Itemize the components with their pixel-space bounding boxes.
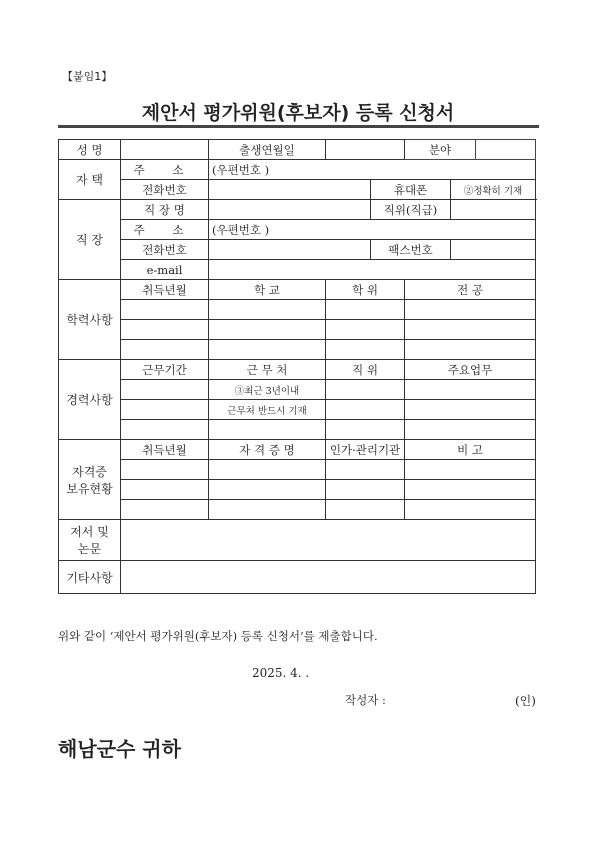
career-row: [59, 380, 536, 400]
education-header-row: [59, 280, 536, 300]
mobile-label: 휴대폰: [371, 180, 451, 200]
author-label: 작성자 :: [345, 693, 386, 707]
home-category: 자 택: [59, 160, 121, 200]
email-label: e-mail: [121, 260, 209, 280]
submission-statement: 위와 같이 ‘제안서 평가위원(후보자) 등록 신청서’를 제출합니다.: [58, 629, 378, 643]
publications-field[interactable]: [121, 520, 536, 561]
work-phone-label: 전화번호: [121, 240, 209, 260]
work-address-row: [59, 220, 536, 240]
workplace-field[interactable]: [209, 200, 371, 220]
career-header-workplace: 근 무 처: [209, 360, 326, 380]
home-address-field[interactable]: (우편번호 ): [209, 160, 536, 180]
fax-label: 팩스번호: [371, 240, 451, 260]
home-phone-field[interactable]: [209, 180, 371, 200]
license-category-line1: 자격증: [72, 464, 107, 479]
career-note-recent[interactable]: ③최근 3년이내: [209, 380, 326, 400]
education-header-date: 취득년월: [121, 280, 209, 300]
field-input[interactable]: [476, 140, 536, 160]
name-row: [59, 140, 536, 160]
license-header-date: 취득년월: [121, 440, 209, 460]
name-label: 성 명: [59, 140, 121, 160]
career-row: [59, 420, 536, 440]
workplace-label: 직 장 명: [121, 200, 209, 220]
license-header-agency: 인가·관리기관: [326, 440, 405, 460]
work-phone-field[interactable]: [209, 240, 371, 260]
home-address-row: [59, 160, 536, 180]
education-row: [59, 300, 536, 320]
other-field[interactable]: [121, 561, 536, 594]
career-category: 경력사항: [59, 360, 121, 440]
education-row: [59, 340, 536, 360]
license-header-remarks: 비 고: [405, 440, 536, 460]
other-category: 기타사항: [59, 561, 121, 594]
work-address-field[interactable]: (우편번호 ): [209, 220, 536, 240]
license-category-line2: 보유현황: [66, 481, 113, 496]
publications-row: [59, 520, 536, 561]
career-header-row: [59, 360, 536, 380]
publications-line1: 저서 및: [70, 525, 109, 539]
publications-category: [59, 520, 121, 561]
license-row: [59, 480, 536, 500]
education-row: [59, 320, 536, 340]
seal-mark: (인): [515, 694, 536, 708]
mobile-field[interactable]: ②정확히 기재: [451, 180, 536, 200]
application-form-table: [58, 139, 536, 594]
publications-line2: 논문: [77, 542, 102, 556]
education-header-degree: 학 위: [326, 280, 405, 300]
education-category: 학력사항: [59, 280, 121, 360]
license-row: [59, 460, 536, 480]
title-divider: [58, 125, 539, 128]
license-category: [59, 440, 121, 520]
email-row: [59, 260, 536, 280]
other-row: [59, 561, 536, 594]
birth-label: 출생연월일: [209, 140, 326, 160]
position-label: 직위(직급): [371, 200, 451, 220]
email-field[interactable]: [209, 260, 536, 280]
submission-date[interactable]: 2025. 4. .: [252, 666, 310, 680]
license-header-name: 자 격 증 명: [209, 440, 326, 460]
career-header-period: 근무기간: [121, 360, 209, 380]
license-header-row: [59, 440, 536, 460]
career-header-position: 직 위: [326, 360, 405, 380]
career-note-required[interactable]: 근무처 반드시 기재: [209, 400, 326, 420]
birth-field[interactable]: [326, 140, 405, 160]
education-header-school: 학 교: [209, 280, 326, 300]
name-field[interactable]: [121, 140, 209, 160]
fax-field[interactable]: [451, 240, 536, 260]
work-category: 직 장: [59, 200, 121, 280]
career-row: [59, 400, 536, 420]
work-phone-row: [59, 240, 536, 260]
license-row: [59, 500, 536, 520]
workplace-row: [59, 200, 536, 220]
home-phone-row: [59, 180, 536, 200]
page-title: 제안서 평가위원(후보자) 등록 신청서: [141, 102, 455, 124]
career-header-duties: 주요업무: [405, 360, 536, 380]
field-label: 분야: [405, 140, 476, 160]
education-header-major: 전 공: [405, 280, 536, 300]
work-address-label: 주 소: [121, 220, 209, 240]
addressee: 해남군수 귀하: [58, 737, 181, 761]
home-address-label: 주 소: [121, 160, 209, 180]
annex-label: 【붙임1】: [62, 70, 113, 83]
position-field[interactable]: [451, 200, 536, 220]
home-phone-label: 전화번호: [121, 180, 209, 200]
